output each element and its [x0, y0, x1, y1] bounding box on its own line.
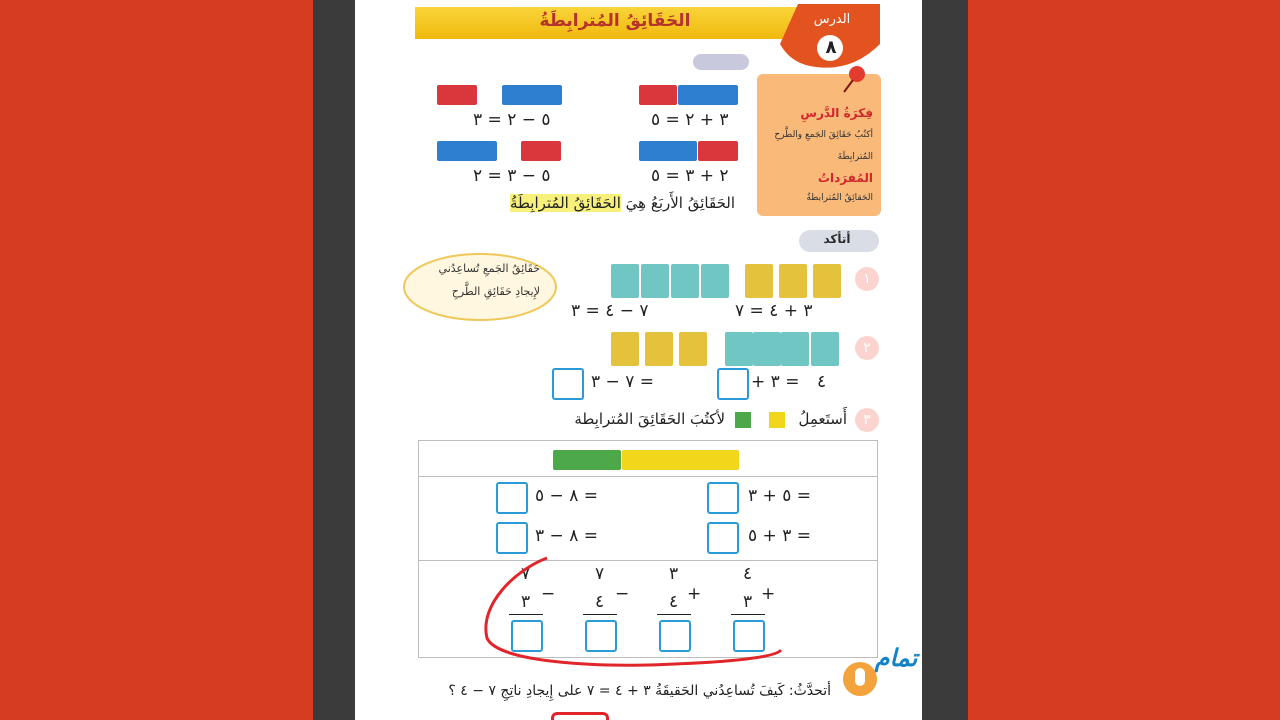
exercise-number-3: ٣ — [855, 408, 879, 432]
right-gutter — [922, 0, 968, 720]
red-annotation-mark — [551, 712, 609, 720]
vertical-top: ٧ — [521, 564, 531, 584]
cloud-line-1: حَقَائِقُ الجَمعِ تُساعِدُني — [438, 262, 540, 275]
answer-box[interactable] — [717, 368, 749, 400]
idea-text-1: أكتُبُ حَقَائِقَ الجَمعِ والطَّرحِ — [774, 130, 873, 140]
answer-box[interactable] — [707, 482, 739, 514]
vertical-bottom: ٤ — [595, 592, 605, 612]
birdhouse-yellow-icon — [779, 264, 807, 298]
lesson-number: ٨ — [825, 37, 837, 58]
challenge-text: أتحدَّثُ: كَيفَ تُساعِدُني الحَقيقَةُ ٣ + ٤ = ٧ على إِيجادِ ناتِجِ ٧ − ٤ ؟ — [448, 683, 831, 699]
exercise-1-eq-left: ٣ + ٤ = ٧ — [735, 301, 813, 321]
vertical-top: ٤ — [743, 564, 753, 584]
green-cube-icon — [735, 412, 751, 428]
statement-highlight: الحَقَائِقُ المُترابِطَةُ — [509, 194, 621, 212]
red-annotation-loop — [475, 550, 795, 670]
vertical-op: − — [541, 584, 556, 604]
birdhouse-yellow-icon — [645, 332, 673, 366]
birdhouse-teal-icon — [671, 264, 699, 298]
birdhouse-yellow-icon — [745, 264, 773, 298]
vertical-op: + — [761, 584, 776, 604]
statement-prefix: الحَقَائِقُ الأَربَعُ هِيَ — [625, 194, 735, 212]
textbook-page — [355, 0, 922, 720]
yellow-cube-icon — [769, 412, 785, 428]
vertical-bottom: ٣ — [743, 592, 753, 612]
table-eq-r3: ٣ + ٥ = — [748, 526, 811, 546]
cubes-example-2 — [437, 85, 477, 105]
vocab-text: الحَقائِقُ المُترابطةُ — [806, 193, 873, 203]
exercise-number-2: ٢ — [855, 336, 879, 360]
cubes-example-1b — [678, 85, 738, 105]
example-eq-2: ٥ − ٢ = ٣ — [473, 110, 551, 130]
birdhouse-yellow-icon — [813, 264, 841, 298]
cubes-example-3 — [639, 141, 697, 161]
cubes-example-4 — [437, 141, 497, 161]
birdhouse-yellow-icon — [679, 332, 707, 366]
vertical-bottom: ٣ — [521, 592, 531, 612]
table-divider — [418, 476, 877, 477]
marker-tag-icon — [693, 54, 749, 70]
vertical-op: + — [687, 584, 702, 604]
exercise-number-1: ١ — [855, 267, 879, 291]
cubes-example-1 — [639, 85, 677, 105]
cubes-example-4b — [521, 141, 561, 161]
birdhouse-teal-icon — [611, 264, 639, 298]
example-eq-4: ٥ − ٣ = ٢ — [473, 166, 551, 186]
lesson-title: الحَقَائِقُ المُترابِطَةُ — [539, 11, 691, 31]
birdhouse-teal-icon — [811, 332, 839, 366]
birdhouse-teal-icon — [753, 332, 781, 366]
example-eq-3: ٢ + ٣ = ٥ — [651, 166, 729, 186]
cubes-yellow — [622, 450, 739, 470]
exercise-2-eq-right: ٧ − ٣ = — [591, 372, 654, 392]
answer-box[interactable] — [552, 368, 584, 400]
cubes-example-3b — [698, 141, 738, 161]
example-eq-1: ٣ + ٢ = ٥ — [651, 110, 729, 130]
idea-text-2: المُترابِطَةَ — [837, 152, 873, 162]
birdhouse-yellow-icon — [611, 332, 639, 366]
table-eq-r4: ٨ − ٣ = — [535, 526, 598, 546]
answer-box[interactable] — [496, 482, 528, 514]
exercise-3-text-a: أَستَعمِلُ — [798, 410, 847, 428]
cloud-line-2: لإِيجادِ حَقَائِقِ الطَّرحِ — [451, 285, 540, 298]
pushpin-icon — [841, 64, 869, 94]
vertical-op: − — [615, 584, 630, 604]
exercise-3-text-b: لأكتُبَ الحَقَائِقَ المُترابِطة — [574, 410, 725, 428]
vertical-top: ٧ — [595, 564, 605, 584]
watermark: تمام — [874, 644, 918, 672]
vertical-top: ٣ — [669, 564, 679, 584]
birdhouse-teal-icon — [781, 332, 809, 366]
idea-heading: فِكرَةُ الدَّرسِ — [800, 106, 873, 120]
section-label: أتأكد — [823, 232, 851, 246]
birdhouse-teal-icon — [701, 264, 729, 298]
table-eq-r2: ٨ − ٥ = — [535, 486, 598, 506]
table-eq-r1: ٥ + ٣ = — [748, 486, 811, 506]
lesson-label: الدرس — [813, 12, 851, 27]
microphone-shape-icon — [855, 668, 865, 686]
related-facts-statement — [501, 194, 735, 212]
left-gutter — [313, 0, 355, 720]
exercise-2-eq-left-b: + ٣ = — [751, 372, 800, 392]
exercise-1-eq-right: ٧ − ٤ = ٣ — [571, 301, 649, 321]
vertical-bottom: ٤ — [669, 592, 679, 612]
exercise-2-eq-left-a: ٤ — [817, 372, 827, 392]
birdhouse-teal-icon — [725, 332, 753, 366]
cubes-example-2b — [502, 85, 562, 105]
birdhouse-teal-icon — [641, 264, 669, 298]
vocab-heading: المُفرَداتُ — [817, 171, 873, 185]
cubes-green — [553, 450, 621, 470]
